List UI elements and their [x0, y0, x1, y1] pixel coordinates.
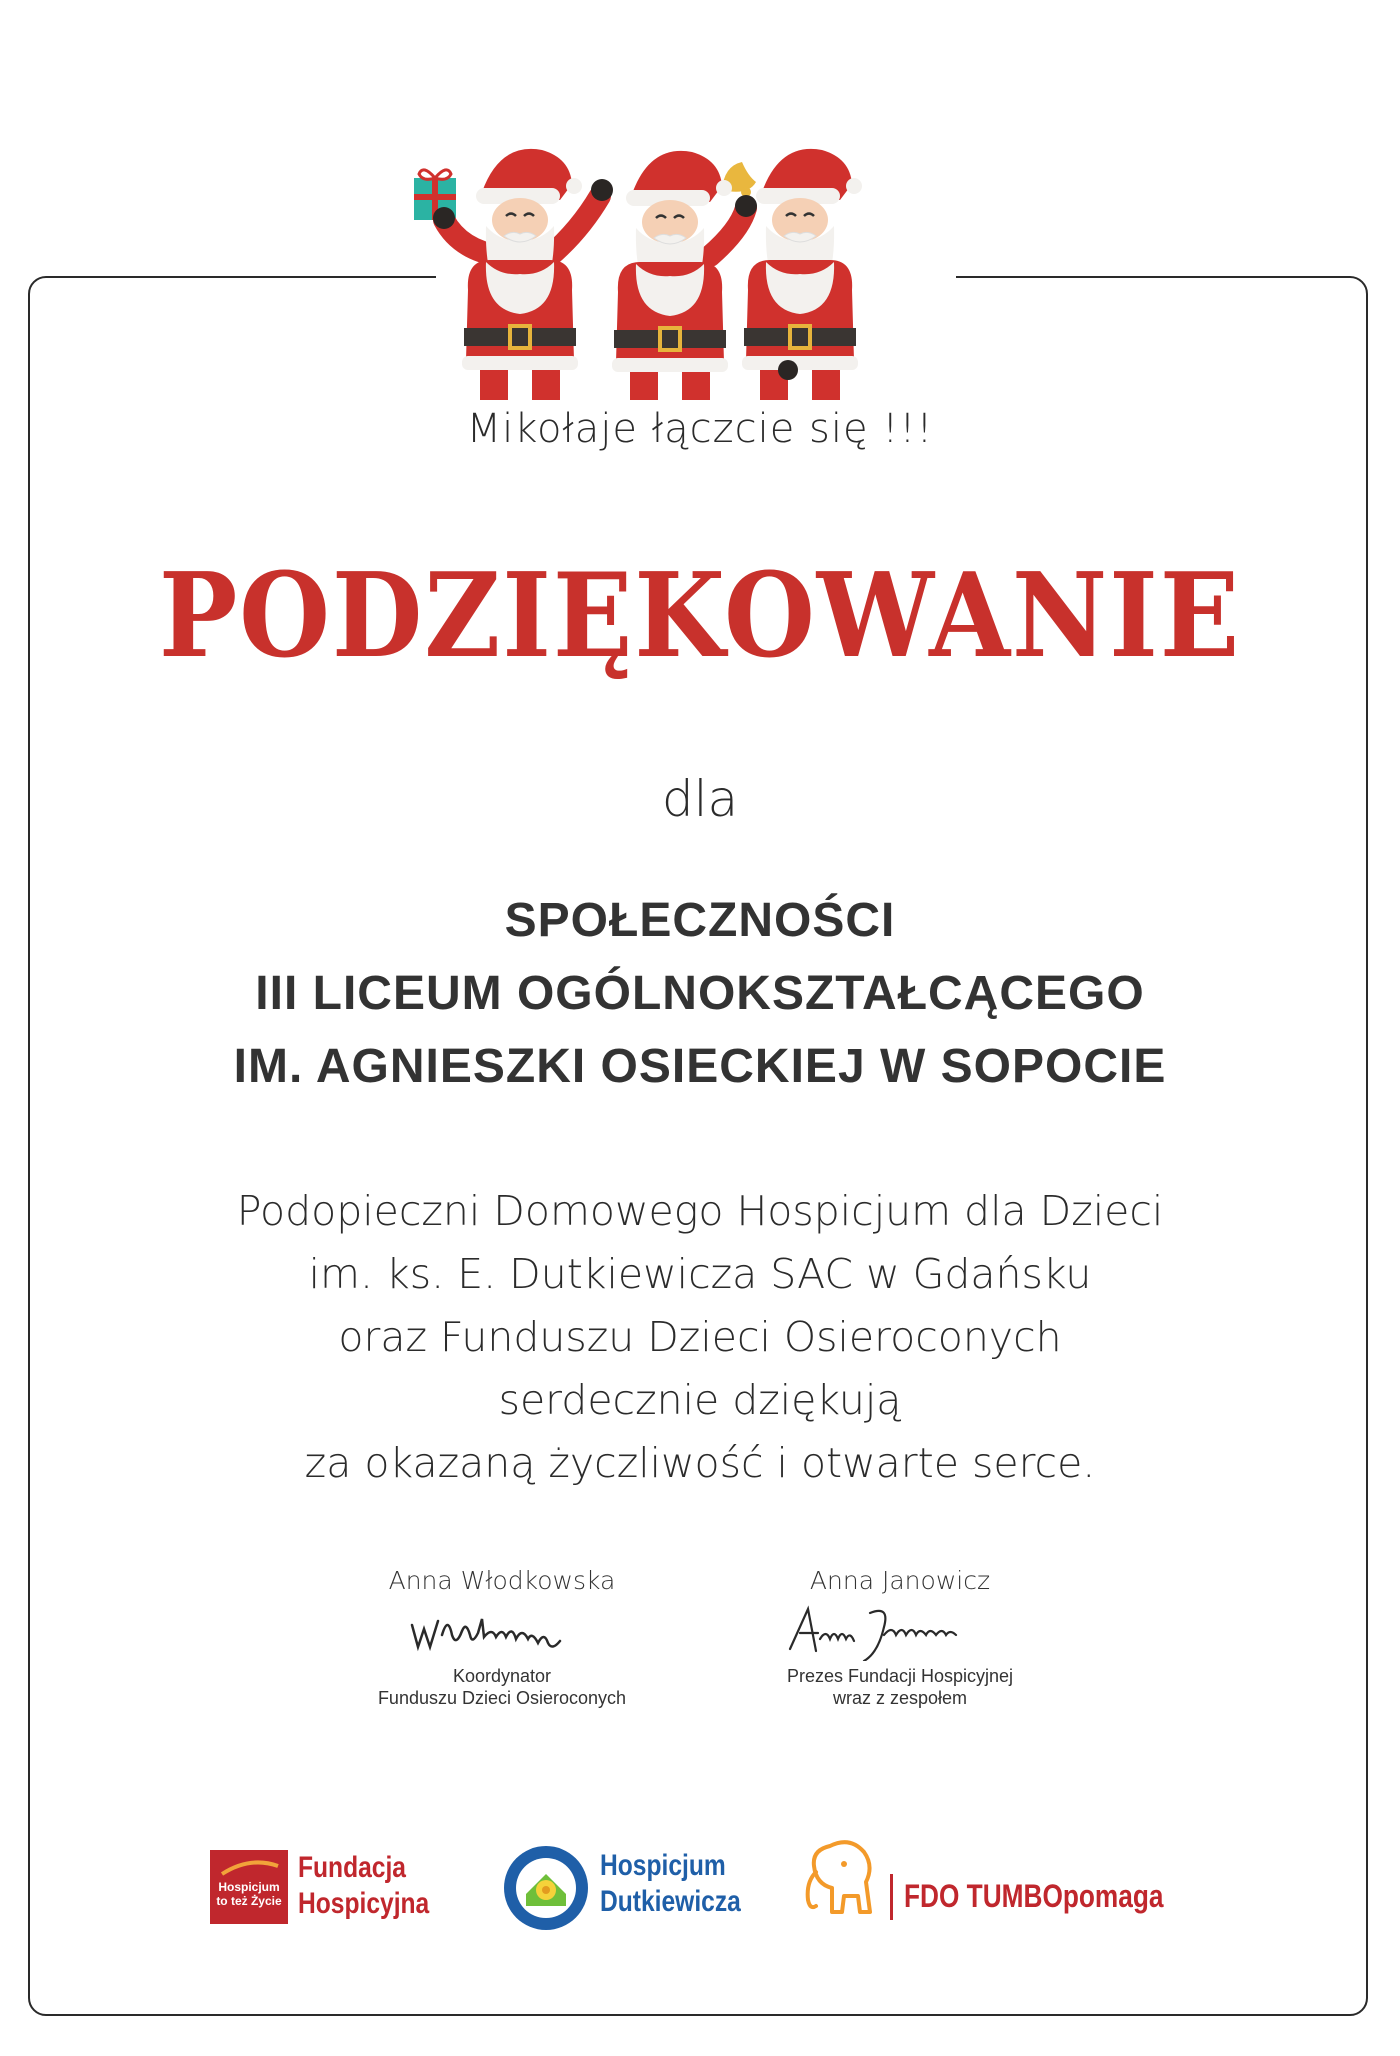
message-line: serdecznie dziękują	[498, 1376, 902, 1424]
signature-right	[720, 1566, 1080, 1709]
signatory-role: Koordynator	[452, 1666, 552, 1686]
signatory-name: Anna Janowicz	[809, 1566, 991, 1595]
recipient-line: IM. AGNIESZKI OSIECKIEJ W SOPOCIE	[233, 1040, 1167, 1093]
badge-text: to też Życie	[216, 1894, 282, 1908]
recipient-block	[0, 884, 1400, 1103]
hospicjum-seal-icon	[502, 1844, 590, 1932]
recipient-line: SPOŁECZNOŚCI	[504, 894, 896, 947]
santas-illustration	[400, 80, 1000, 400]
message-line: im. ks. E. Dutkiewicza SAC w Gdańsku	[308, 1250, 1092, 1298]
fundacja-hospicyjna-logo	[210, 1850, 460, 1930]
logo-divider	[890, 1874, 893, 1920]
logo-name: Hospicjum	[600, 1849, 726, 1882]
badge-text: Hospicjum	[218, 1880, 280, 1894]
subtitle-slogan: Mikołaje łączcie się !!!	[466, 406, 934, 452]
elephant-icon	[800, 1836, 884, 1932]
recipient-line: III LICEUM OGÓLNOKSZTAŁCĄCEGO	[255, 967, 1145, 1020]
handwritten-signature	[322, 1595, 682, 1661]
swoosh-icon	[220, 1860, 280, 1876]
fdo-tumbo-logo	[800, 1836, 1200, 1936]
signatory-role: Funduszu Dzieci Osieroconych	[377, 1688, 627, 1708]
logo-name-suffix: pomaga	[1062, 1878, 1164, 1914]
signature-left	[322, 1566, 682, 1709]
message-line: oraz Funduszu Dzieci Osieroconych	[338, 1313, 1062, 1361]
handwritten-signature	[720, 1595, 1080, 1661]
signatory-role: wraz z zespołem	[832, 1688, 968, 1708]
certificate-title: PODZIĘKOWANIE	[158, 548, 1242, 684]
certificate-frame	[28, 276, 1368, 2016]
signatory-name: Anna Włodkowska	[388, 1566, 616, 1595]
thank-you-message	[0, 1180, 1400, 1495]
for-word: dla	[661, 770, 739, 828]
sponsor-logos	[0, 1830, 1400, 1950]
logo-name-prefix: FDO TUMBO	[904, 1878, 1063, 1914]
signatory-role: Prezes Fundacji Hospicyjnej	[786, 1666, 1014, 1686]
message-line: za okazaną życzliwość i otwarte serce.	[304, 1439, 1096, 1487]
hospicjum-to-tez-zycie-badge	[210, 1850, 288, 1924]
logo-name: Dutkiewicza	[600, 1885, 741, 1918]
logo-name: Hospicyjna	[298, 1887, 430, 1920]
logo-name: Fundacja	[298, 1851, 406, 1884]
message-line: Podopieczni Domowego Hospicjum dla Dzieci	[236, 1187, 1164, 1235]
hospicjum-dutkiewicza-logo	[502, 1844, 772, 1936]
